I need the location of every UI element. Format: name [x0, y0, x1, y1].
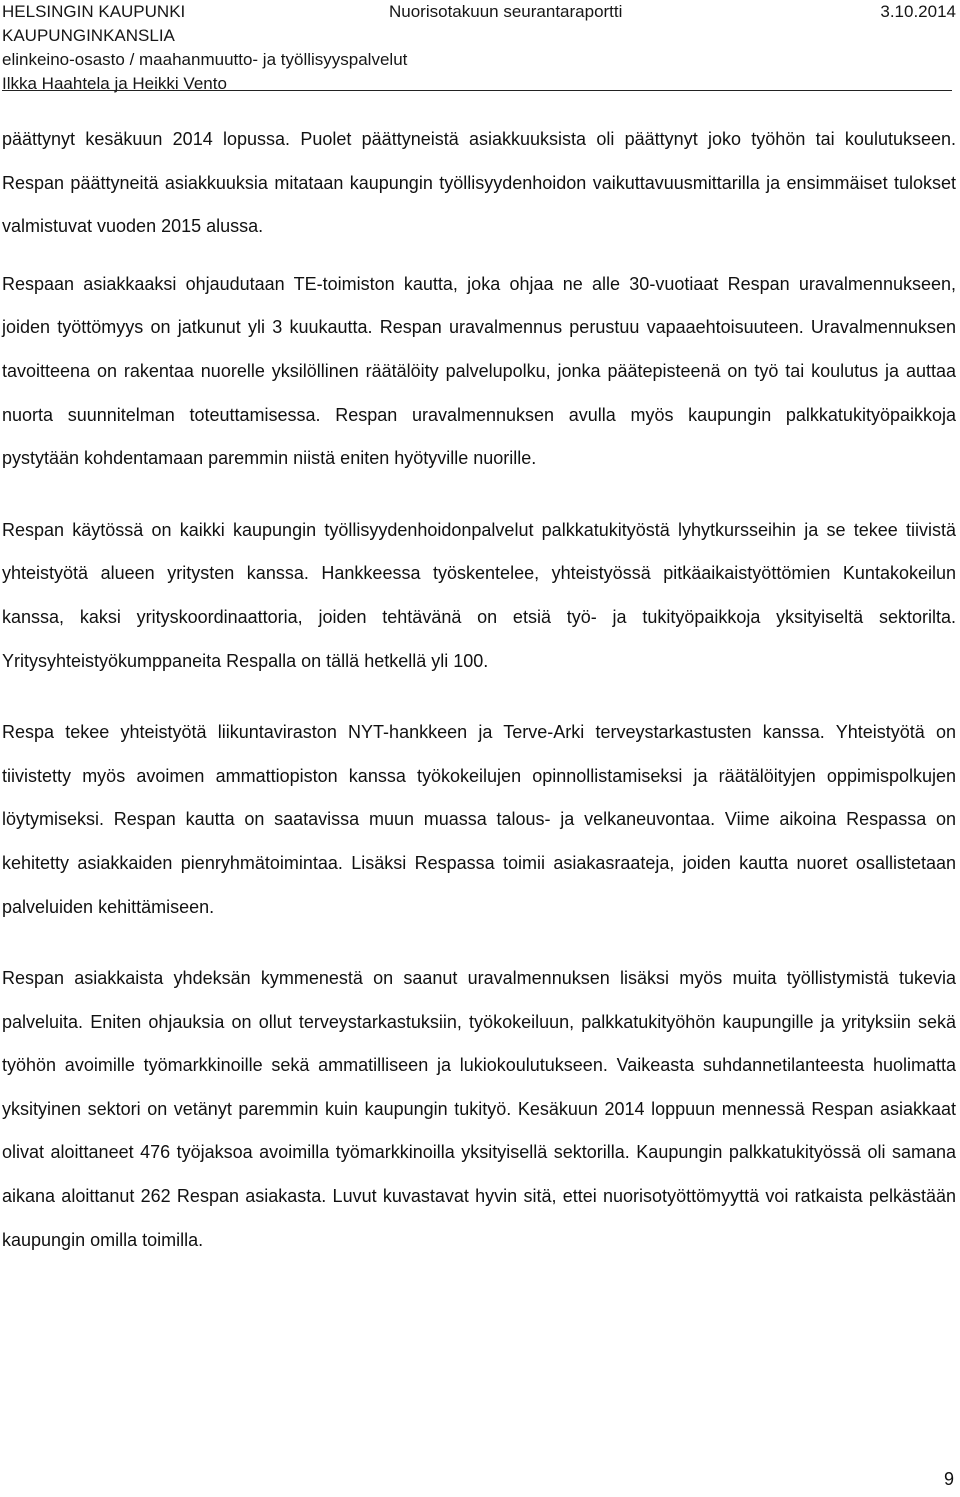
- paragraph: päättynyt kesäkuun 2014 lopussa. Puolet päättyneistä asiakkuuksista oli päättynyt joko työhön tai koulutukseen. Respan päättyneitä asiakkuuksia mitataan kaupungin työllisyydenhoidon vaikuttavuusmittarilla ja ensimmäiset tulokset valmistuvat vuoden 2015 alussa.: [2, 129, 956, 237]
- authors: Ilkka Haahtela ja Heikki Vento: [2, 74, 227, 93]
- organization-name: HELSINGIN KAUPUNKI: [2, 2, 186, 21]
- paragraph: Respaan asiakkaaksi ohjaudutaan TE-toimiston kautta, joka ohjaa ne alle 30-vuotiaat Respan uravalmennukseen, joiden työttömyys on jatkunut yli 3 kuukautta. Respan uravalmennus perustuu vapaaehtoisuuteen. Uravalmennuksen tavoitteena on rakentaa nuorelle yksilöllinen räätälöity palvelupolku, jonka päätepisteenä on työ tai koulutus ja auttaa nuorta suunnitelman toteuttamisessa. Respan uravalmennuksen avulla myös kaupungin palkkatukityöpaikkoja pystytään kohdentamaan paremmin niistä eniten hyötyville nuorille.: [2, 273, 956, 469]
- report-title: Nuorisotakuun seurantaraportti: [389, 2, 623, 21]
- document-body: [2, 118, 956, 1290]
- department-name: KAUPUNGINKANSLIA: [2, 26, 175, 45]
- paragraph: Respan käytössä on kaikki kaupungin työllisyydenhoidonpalvelut palkkatukityöstä lyhytkursseihin ja se tekee tiivistä yhteistyötä alueen yritysten kanssa. Hankkeessa työskentelee, yhteistyössä pitkäaikaistyöttömien Kuntakokeilun kanssa, kaksi yrityskoordinaattoria, joiden tehtävänä on etsiä työ- ja tukityöpaikkoja yksityiseltä sektorilta. Yritysyhteistyökumppaneita Respalla on tällä hetkellä yli 100.: [2, 519, 956, 671]
- page-number: 9: [943, 1469, 954, 1489]
- division-name: elinkeino-osasto / maahanmuutto- ja työllisyyspalvelut: [2, 50, 408, 69]
- paragraph: Respa tekee yhteistyötä liikuntaviraston NYT-hankkeen ja Terve-Arki terveystarkastusten kanssa. Yhteistyötä on tiivistetty myös avoimen ammattiopiston kanssa työkokeilujen opinnollistamiseksi ja räätälöityjen oppimispolkujen löytymiseksi. Respan kautta on saatavissa muun muassa talous- ja velkaneuvontaa. Viime aikoina Respassa on kehitetty asiakkaiden pienryhmätoimintaa. Lisäksi Respassa toimii asiakasraateja, joiden kautta nuoret osallistetaan palveluiden kehittämiseen.: [2, 722, 956, 917]
- header-row-authors: [2, 72, 956, 96]
- page-header: [2, 0, 956, 92]
- header-row-department: [2, 24, 956, 48]
- report-date: 3.10.2014: [880, 2, 956, 21]
- header-row-top: [2, 0, 956, 24]
- paragraph: Respan asiakkaista yhdeksän kymmenestä on saanut uravalmennuksen lisäksi myös muita työllistymistä tukevia palveluita. Eniten ohjauksia on ollut terveystarkastuksiin, työkokeiluun, palkkatukityöhön kaupungille ja yrityksiin sekä työhön avoimille työmarkkinoille sekä ammatilliseen ja lukiokoulutukseen. Vaikeasta suhdannetilanteesta huolimatta yksityinen sektori on vetänyt paremmin kuin kaupungin tukityö. Kesäkuun 2014 loppuun mennessä Respan asiakkaat olivat aloittaneet 476 työjaksoa avoimilla työmarkkinoilla yksityisellä sektorilla. Kaupungin palkkatukityössä oli samana aikana aloittanut 262 Respan asiakasta. Luvut kuvastavat hyvin sitä, ettei nuorisotyöttömyyttä voi ratkaista pelkästään kaupungin omilla toimilla.: [2, 968, 956, 1250]
- header-divider: [2, 90, 952, 91]
- header-row-division: [2, 48, 956, 72]
